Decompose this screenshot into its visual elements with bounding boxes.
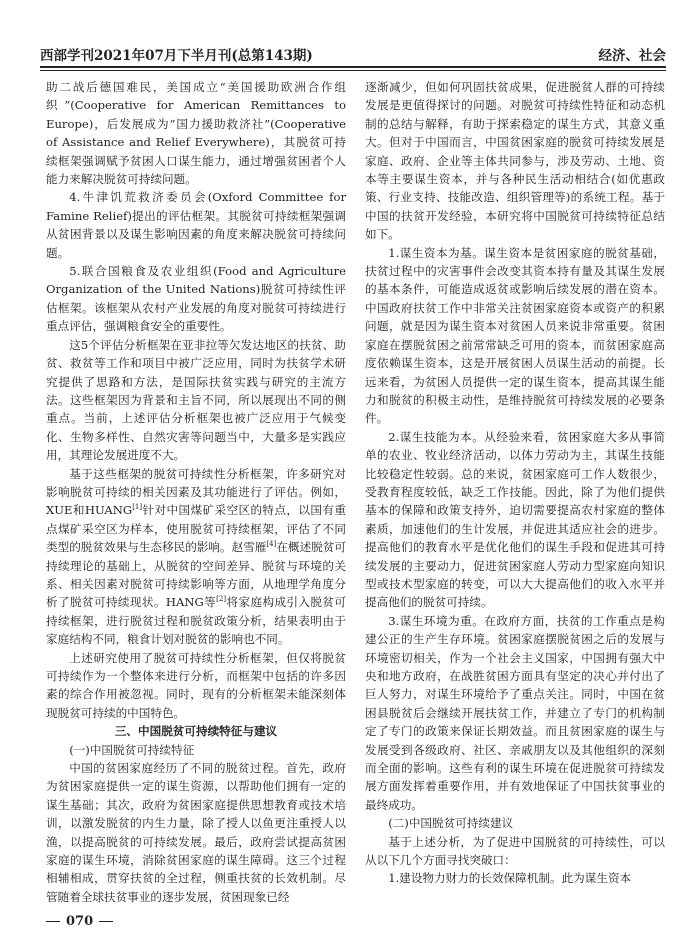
footer-dash-right — [99, 921, 113, 923]
paragraph: 3.谋生环境为重。在政府方面，扶贫的工作重点是构建公正的生产生存环境。贫困家庭摆脱贫困之后的发展与环境密切相关，作为一个社会主义国家，中国拥有强大中央和地方政府，在战胜贫困方面具有坚定的决心并付出了巨人努力，对谋生环境给予了重点关注。同时，中国在贫困县脱贫后会继续开展扶贫工作，并建立了专门的机构制定了专门的政策来保证长期效益。而且贫困家庭的谋生与发展受到各级政府、社区、亲戚朋友以及其他组织的深刻而全面的影响。这些有利的谋生环境在促进脱贫可持续发展方面发挥着重要作用，并有效地保证了中国扶贫事业的最终成功。 — [365, 613, 665, 812]
paragraph: 助二战后德国难民，美国成立“美国援助欧洲合作组织”(Cooperative for American Remittances to Europe)，后发展成为“国力援助救济社”(Cooperative of Assistance and Relief Everywhere)，其脱贫可持续框架强调赋予贫困人口谋生能力，通过增强贫困者个人能力来解决脱贫可持续问题。 — [46, 80, 346, 187]
paragraph: 5.联合国粮食及农业组织(Food and Agriculture Organization of the United Nations)脱贫可持续性评估框架。该框架从农村产业发展的角度对脱贫可持续进行重点评估，强调粮食安全的重要性。 — [46, 264, 346, 334]
journal-issue-title: 西部学刊2021年07月下半月刊(总第143期) — [40, 48, 313, 64]
paragraph: 基于上述分析，为了促进中国脱贫的可持续性，可以从以下几个方面寻找突破口： — [365, 834, 665, 868]
citation-mark: [1] — [132, 503, 143, 512]
paragraph: 逐渐减少，但如何巩固扶贫成果，促进脱贫人群的可持续发展是更值得探讨的问题。对脱贫可持续性特征和动态机制的总结与解释，有助于探索稳定的谋生方式，其意义重大。但对于中国而言，中国贫困家庭的脱贫可持续发展是家庭、政府、企业等主体共同参与，涉及劳动、土地、资本等主要谋生资本，并与各种民生活动相结合(如优惠政策、行业支持、技能改造、组织管理等)的系统工程。基于中国的扶贫开发经验，本研究将中国脱贫可持续特征总结如下。 — [365, 80, 665, 242]
paragraph: 2.谋生技能为本。从经验来看，贫困家庭大多从事简单的农业、牧业经济活动，以体力劳动为主，其谋生技能比较稳定性较弱。总的来说，贫困家庭可工作人数很少，受教育程度较低，缺乏工作技能。因此，除了为他们提供基本的保障和政策支持外，迫切需要提高农村家庭的整体素质，加速他们的生计发展，并促进其适应社会的进步。提高他们的教育水平是优化他们的谋生手段和促进其可持续发展的主要动力，促进贫困家庭人劳动力型家庭向知识型或技术型家庭的转变，可以大大提高他们的收入水平并提高他们的脱贫可持续。 — [365, 429, 665, 610]
section-heading: (一)中国脱贫可持续特征 — [69, 742, 195, 757]
left-column — [46, 78, 346, 906]
citation-mark: [2] — [216, 595, 227, 604]
running-header — [40, 44, 666, 66]
paragraph: 1.谋生资本为基。谋生资本是贫困家庭的脱贫基础，扶贫过程中的灾害事件会改变其资本持有量及其谋生发展的基本条件，可能造成返贫或影响后续发展的潜在资本。中国政府扶贫工作中非常关注贫困家庭资本或资产的积累问题，就是因为谋生资本对贫困人员来说非常重要。贫困家庭在摆脱贫困之前常常缺乏可用的资本，而贫困家庭高度依赖谋生资本，这是开展贫困人员谋生活动的前提。长远来看，为贫困人员提供一定的谋生资本，提高其谋生能力和脱贫的积极主动性，是维持脱贫可持续发展的必要条件。 — [365, 245, 665, 426]
paragraph: 这5个评估分析框架在亚非拉等欠发达地区的扶贫、助贫、救贫等工作和项目中被广泛应用，同时为扶贫学术研究提供了思路和方法，是国际扶贫实践与研究的主流方法。这些框架因为背景和主旨不同，所以展现出不同的侧重点。当前，上述评估分析框架也被广泛应用于气候变化、生物多样性、自然灾害等问题当中，大量多是实践应用，其理论发展进度不大。 — [46, 337, 346, 463]
page-number: 070 — [66, 914, 94, 929]
section-heading: (二)中国脱贫可持续建议 — [388, 816, 514, 831]
paragraph: 1.建设物力财力的长效保障机制。此为谋生资本 — [388, 871, 632, 886]
section-heading: 三、中国脱贫可持续特征与建议 — [114, 724, 278, 739]
citation-mark: [4] — [266, 540, 277, 549]
footer-dash-left — [46, 921, 60, 923]
section-name: 经济、社会 — [598, 48, 666, 64]
paragraph: 中国的贫困家庭经历了不同的脱贫过程。首先，政府为贫困家庭提供一定的谋生资源，以帮助他们拥有一定的谋生基础；其次，政府为贫困家庭提供思想教育或技术培训，以激发脱贫的内生力量，除了授人以鱼更注重授人以渔，以提高脱贫的可持续发展。最后，政府尝试提高贫困家庭的谋生环境，消除贫困家庭的谋生障碍。这三个过程相辅相成，贯穿扶贫的全过程，侧重扶贫的长效机制。尽管随着全球扶贫事业的逐步发展，贫困现象已经 — [46, 761, 346, 904]
paragraph: 4.牛津饥荒救济委员会(Oxford Committee for Famine Relief)提出的评估框架。其脱贫可持续框架强调从贫困背景以及谋生影响因素的角度来解决脱贫可持续问题。 — [46, 190, 346, 260]
paragraph: 上述研究使用了脱贫可持续性分析框架，但仅将脱贫可持续作为一个整体来进行分析，而框架中包括的许多因素的综合作用被忽视。同时，现有的分析框架未能深刻体现脱贫可持续的中国特色。 — [46, 650, 346, 720]
paragraph: 基于这些框架的脱贫可持续性分析框架，许多研究对影响脱贫可持续的相关因素及其功能进行了评估。例如，XUE和HUANG[1]针对中国煤矿采空区的特点，以国有重点煤矿采空区为样本，使用脱贫可持续框架，评估了不同类型的脱贫效果与生态移民的影响。赵雪雁[4]在概述脱贫可持续理论的基础上，从脱贫的空间差异、脱贫与环境的关系、相关因素对脱贫可持续影响等方面，从地理学角度分析了脱贫可持续现状。HANG等[2]将家庭构成引入脱贫可持续框架，进行脱贫过程和脱贫政策分析，结果表明由于家庭结构不同，粮食计划对脱贫的影响也不同。 — [46, 466, 346, 647]
header-rule-thick — [40, 66, 666, 68]
page-footer — [40, 914, 119, 929]
header-rule-thin — [40, 70, 666, 71]
right-column — [365, 78, 665, 888]
